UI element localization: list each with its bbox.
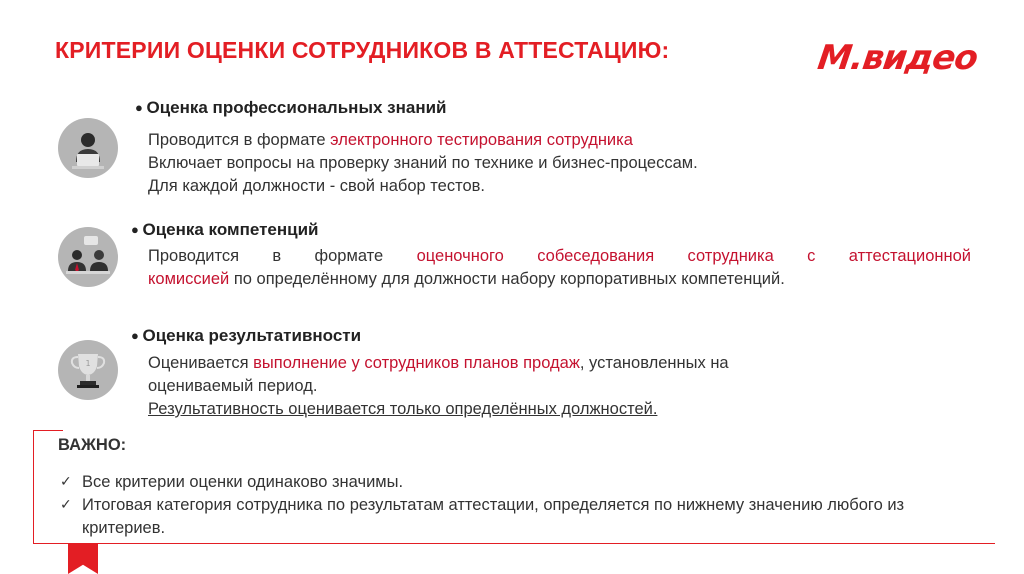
list-item: ✓ Все критерии оценки одинаково значимы. xyxy=(58,471,938,494)
bookmark-icon xyxy=(68,543,98,574)
important-frame-bottom xyxy=(33,543,995,544)
important-frame-left xyxy=(33,430,34,543)
trophy-icon xyxy=(58,340,118,400)
mvideo-logo: М.видео xyxy=(815,38,980,78)
text-line: Включает вопросы на проверку знаний по технике и бизнес-процессам. xyxy=(148,154,698,172)
section-text-performance xyxy=(148,352,729,421)
text-line: оцениваемый период. xyxy=(148,377,318,395)
text-line: Для каждой должности - свой набор тестов. xyxy=(148,177,485,195)
important-list xyxy=(58,471,938,540)
section-title-competencies: ● Оценка компетенций xyxy=(131,220,318,240)
svg-text:1: 1 xyxy=(85,359,91,368)
important-frame-top xyxy=(33,430,63,431)
text-line: Проводится в формате оценочного собеседования сотрудника с аттестационной xyxy=(148,247,971,265)
person-at-laptop-icon xyxy=(58,118,118,178)
section-title-knowledge: ● Оценка профессиональных знаний xyxy=(135,98,447,118)
interview-people-icon xyxy=(58,227,118,287)
page-title: КРИТЕРИИ ОЦЕНКИ СОТРУДНИКОВ В АТТЕСТАЦИЮ: xyxy=(55,37,670,63)
section-title-performance: ● Оценка результативности xyxy=(131,326,361,346)
text-line: комиссией по определённому для должности набору корпоративных компетенций. xyxy=(148,270,785,288)
text-line: Результативность оценивается только определённых должностей. xyxy=(148,400,658,418)
text-line: Оценивается выполнение у сотрудников планов продаж, установленных на xyxy=(148,354,729,372)
section-text-competencies xyxy=(148,245,971,291)
text-line: Проводится в формате электронного тестирования сотрудника xyxy=(148,131,633,149)
section-text-knowledge xyxy=(148,129,698,198)
list-item: ✓ Итоговая категория сотрудника по результатам аттестации, определяется по нижнему значению любого из критериев. xyxy=(58,494,938,540)
important-label: ВАЖНО: xyxy=(58,436,127,454)
